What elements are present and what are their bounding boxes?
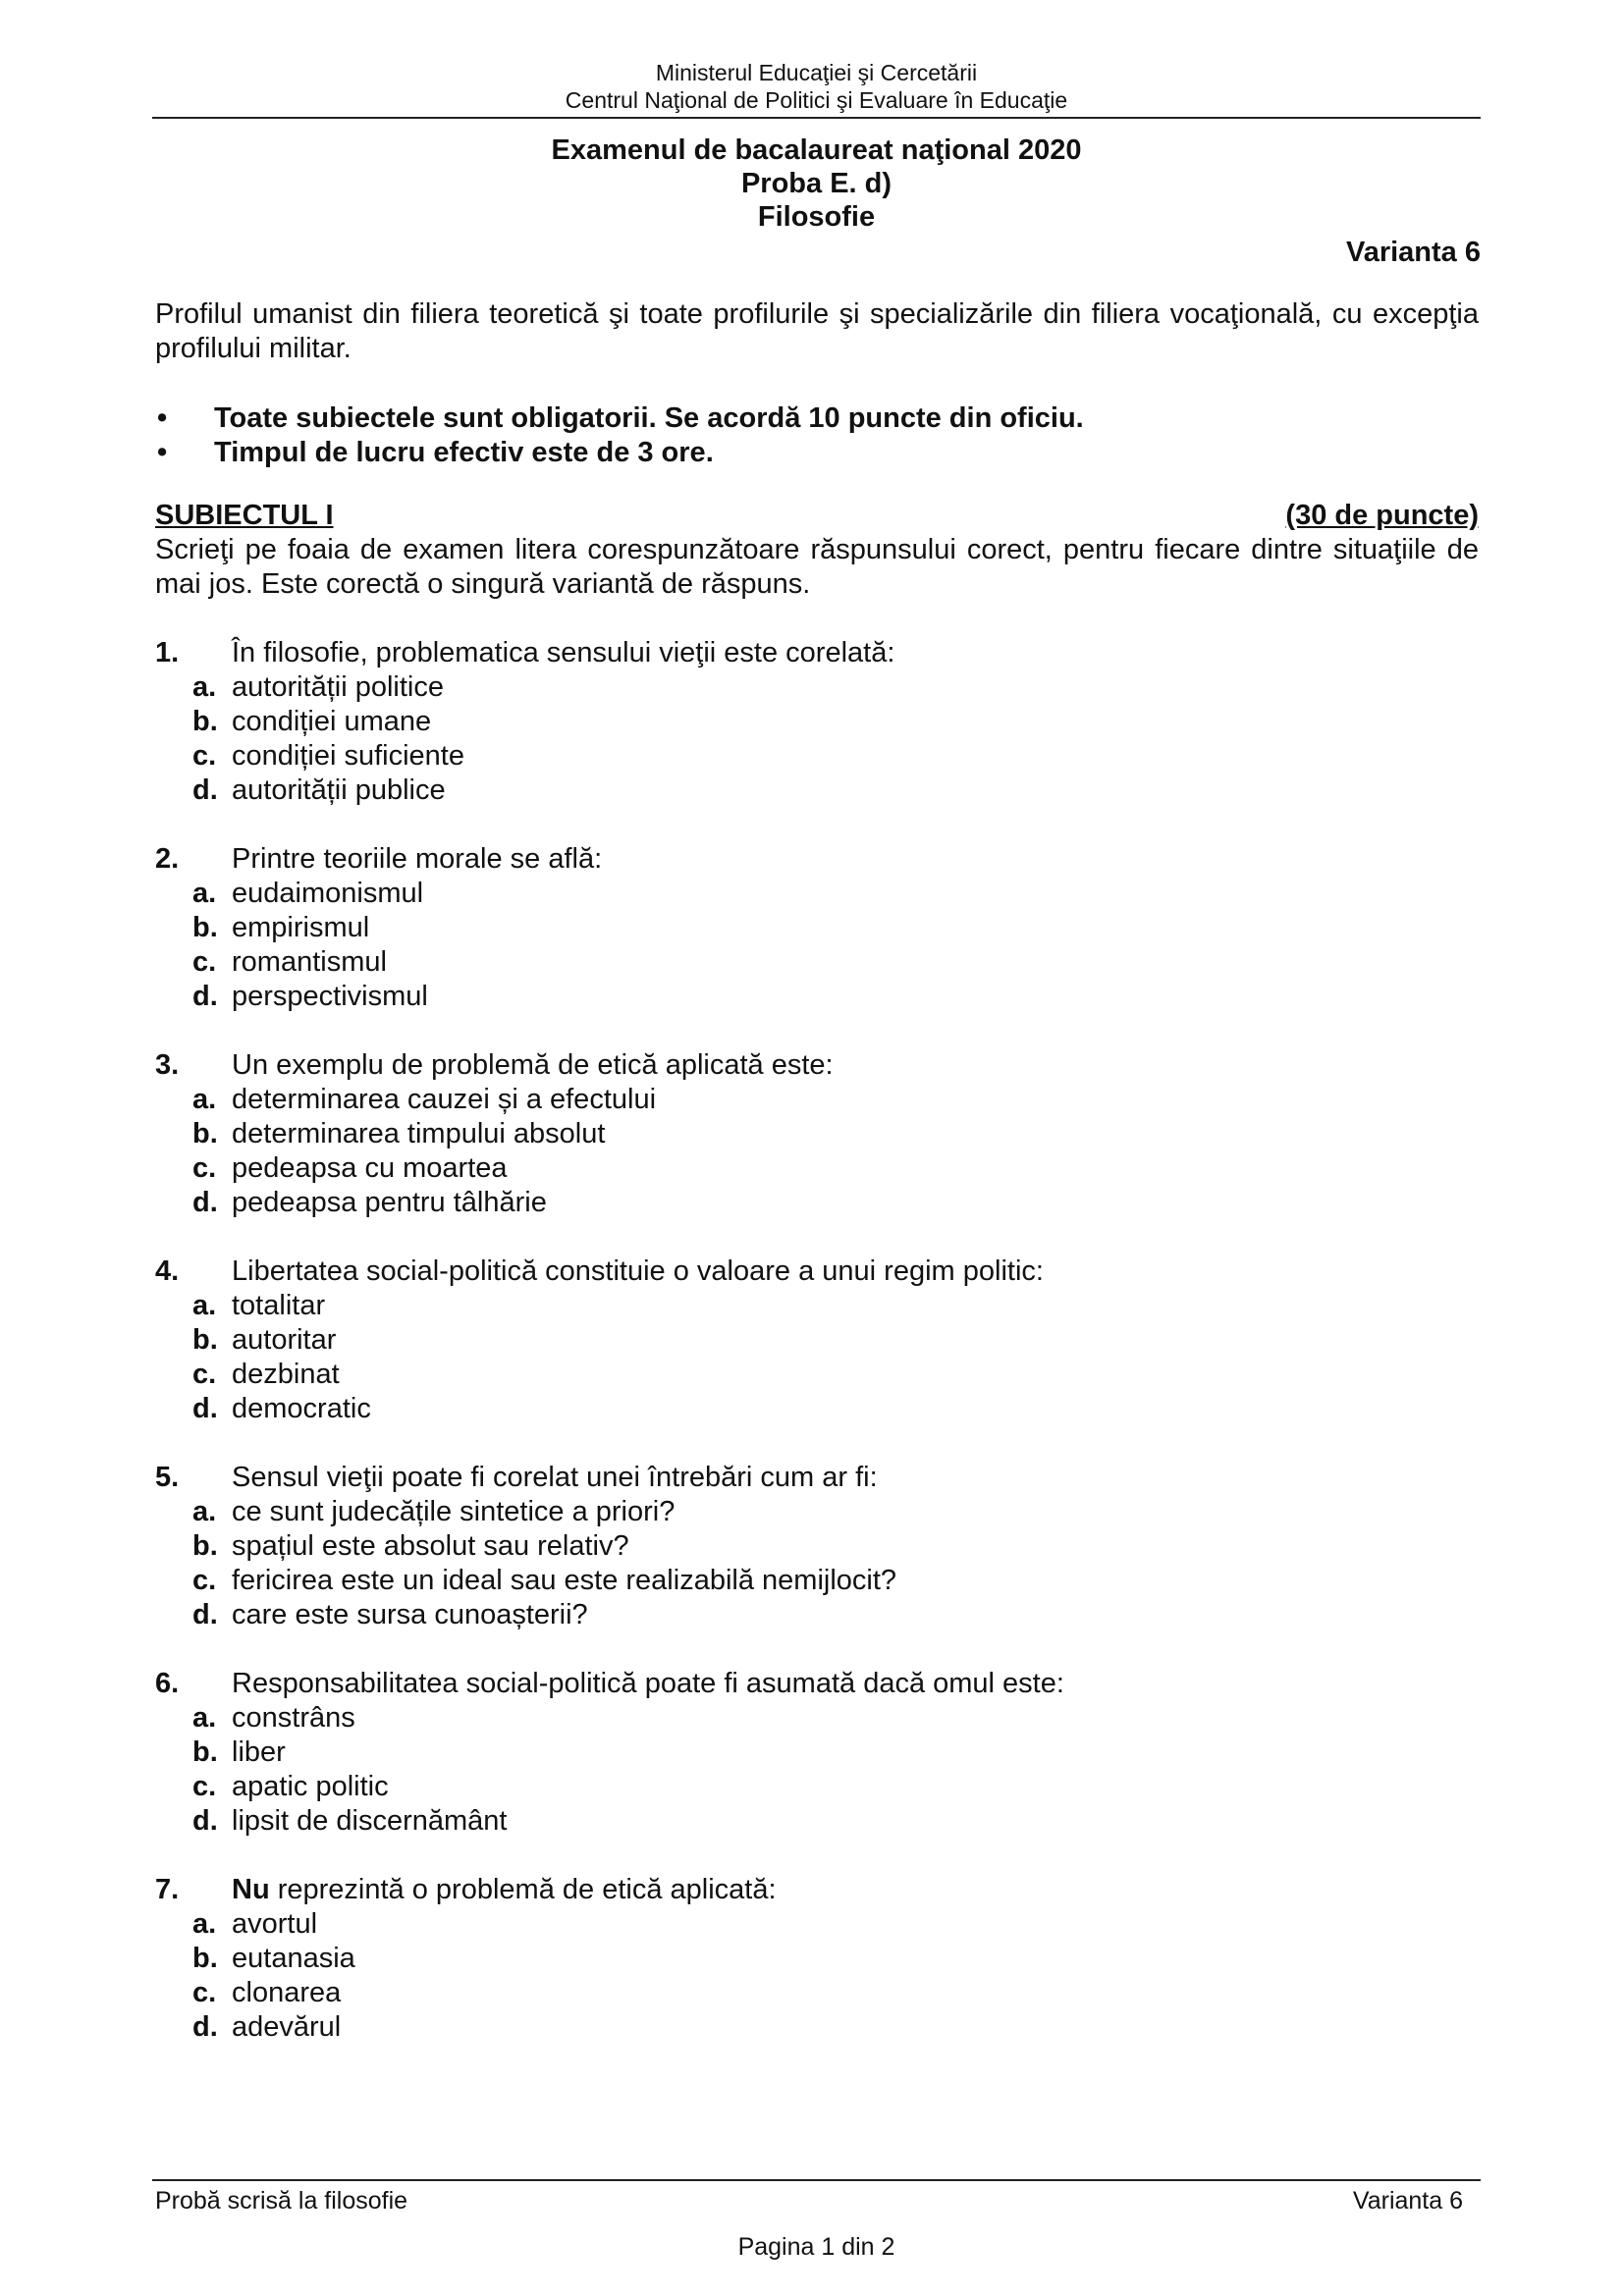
option-text: dezbinat: [232, 1359, 340, 1390]
answer-option: [155, 705, 1479, 739]
question-number: 7.: [155, 1874, 180, 1905]
option-letter-cell: [155, 1529, 232, 1564]
question-5: [155, 1461, 1479, 1632]
option-letter-cell: [155, 739, 232, 774]
option-text: care este sursa cunoașterii?: [232, 1599, 588, 1630]
option-text: ce sunt judecățile sintetice a priori?: [232, 1496, 676, 1527]
option-text: totalitar: [232, 1290, 326, 1321]
option-text: autoritar: [232, 1324, 337, 1356]
option-letter-cell: [155, 911, 232, 945]
question-number: 5.: [155, 1462, 180, 1493]
option-letter-cell: [155, 1735, 232, 1770]
bullet-icon: •: [157, 402, 168, 434]
option-letter: c.: [192, 1771, 217, 1802]
question-body: În filosofie, problematica sensului vieţii este corelată:: [232, 637, 895, 668]
option-text: spațiul este absolut sau relativ?: [232, 1530, 629, 1562]
option-text: lipsit de discernământ: [232, 1805, 508, 1837]
option-text: eudaimonismul: [232, 878, 424, 909]
question-stem: [155, 1461, 1479, 1495]
answer-option: [155, 1289, 1479, 1323]
option-letter-cell: [155, 2010, 232, 2045]
option-letter-cell: [155, 1942, 232, 1976]
question-text: [232, 1873, 777, 1907]
option-letter-cell: [155, 980, 232, 1014]
question-body: Responsabilitatea social-politică poate fi asumată dacă omul este:: [232, 1668, 1064, 1699]
option-letter-cell: [155, 1495, 232, 1529]
option-letter-cell: [155, 1186, 232, 1220]
footer-exam-name: Probă scrisă la filosofie: [155, 2187, 408, 2215]
exam-subject: Filosofie: [757, 201, 876, 233]
question-6: [155, 1667, 1479, 1839]
question-stem: [155, 1873, 1479, 1907]
question-number: 6.: [155, 1668, 180, 1699]
question-emphasis: Nu: [232, 1874, 270, 1905]
subject-points: (30 de puncte): [1285, 500, 1479, 531]
question-2: [155, 842, 1479, 1014]
rule-text: Timpul de lucru efectiv este de 3 ore.: [214, 437, 714, 468]
option-letter: c.: [192, 740, 217, 772]
question-1: [155, 636, 1479, 808]
rule-item: [157, 401, 1084, 436]
answer-option: [155, 945, 1479, 980]
intro-text: Profilul umanist din filiera teoretică şi toate profilurile şi specializările din filiera vocaţională, cu excepţia profilului militar.: [155, 298, 1479, 364]
option-letter-cell: [155, 670, 232, 705]
option-letter-cell: [155, 877, 232, 911]
option-text: adevărul: [232, 2011, 342, 2043]
answer-option: [155, 1083, 1479, 1117]
option-letter-cell: [155, 705, 232, 739]
option-letter: d.: [192, 1393, 218, 1424]
option-text: constrâns: [232, 1702, 355, 1734]
question-body: Un exemplu de problemă de etică aplicată este:: [232, 1049, 834, 1081]
rule-text: Toate subiectele sunt obligatorii. Se acordă 10 puncte din oficiu.: [214, 402, 1084, 434]
option-letter: b.: [192, 1943, 218, 1974]
rules-list: [157, 401, 1084, 470]
option-letter-cell: [155, 1392, 232, 1426]
answer-option: [155, 1186, 1479, 1220]
answer-option: [155, 1770, 1479, 1804]
question-stem: [155, 1255, 1479, 1289]
option-letter: d.: [192, 981, 218, 1012]
question-stem: [155, 1667, 1479, 1701]
question-3: [155, 1048, 1479, 1220]
option-letter: a.: [192, 671, 217, 703]
option-text: clonarea: [232, 1977, 342, 2008]
question-body: reprezintă o problemă de etică aplicată:: [269, 1874, 777, 1905]
question-text: [232, 1255, 1044, 1289]
answer-option: [155, 774, 1479, 808]
option-letter: c.: [192, 946, 217, 978]
option-text: autorității publice: [232, 774, 446, 806]
option-text: avortul: [232, 1908, 318, 1940]
question-stem: [155, 842, 1479, 877]
question-number: 2.: [155, 843, 180, 875]
answer-option: [155, 1392, 1479, 1426]
option-letter: a.: [192, 1290, 217, 1321]
option-letter-cell: [155, 1289, 232, 1323]
option-letter: a.: [192, 1908, 217, 1940]
question-text: [232, 1667, 1064, 1701]
page-number: Pagina 1 din 2: [737, 2233, 895, 2261]
option-letter: b.: [192, 912, 218, 943]
answer-option: [155, 1151, 1479, 1186]
answer-option: [155, 911, 1479, 945]
exam-title: Examenul de bacalaureat naţional 2020: [551, 134, 1082, 166]
footer-variant: Varianta 6: [1352, 2187, 1463, 2215]
answer-option: [155, 1495, 1479, 1529]
option-text: eutanasia: [232, 1943, 355, 1974]
option-letter: a.: [192, 1496, 217, 1527]
question-number: 4.: [155, 1255, 180, 1287]
answer-option: [155, 1701, 1479, 1735]
option-letter-cell: [155, 1701, 232, 1735]
option-letter: b.: [192, 1118, 218, 1149]
question-body: Sensul vieţii poate fi corelat unei întrebări cum ar fi:: [232, 1462, 878, 1493]
option-letter: d.: [192, 1187, 218, 1218]
option-text: determinarea timpului absolut: [232, 1118, 606, 1149]
option-letter: b.: [192, 1530, 218, 1562]
subject-label: SUBIECTUL I: [155, 500, 334, 531]
subject-instructions: Scrieţi pe foaia de examen litera corespunzătoare răspunsului corect, pentru fiecare dintre situaţiile de mai jos. Este corectă o singură variantă de răspuns.: [155, 534, 1479, 600]
option-letter: a.: [192, 1084, 217, 1115]
answer-option: [155, 1529, 1479, 1564]
question-text: [232, 1461, 878, 1495]
answer-option: [155, 980, 1479, 1014]
option-text: determinarea cauzei și a efectului: [232, 1084, 657, 1115]
answer-option: [155, 1323, 1479, 1358]
question-4: [155, 1255, 1479, 1426]
subject-heading: [155, 499, 1479, 533]
option-letter: a.: [192, 1702, 217, 1734]
option-letter: a.: [192, 878, 217, 909]
option-letter: c.: [192, 1152, 217, 1184]
question-list: [155, 636, 1479, 2079]
option-text: empirismul: [232, 912, 370, 943]
option-text: perspectivismul: [232, 981, 428, 1012]
answer-option: [155, 1735, 1479, 1770]
option-letter: d.: [192, 774, 218, 806]
question-text: [232, 842, 602, 877]
option-letter-cell: [155, 945, 232, 980]
question-body: Libertatea social-politică constituie o valoare a unui regim politic:: [232, 1255, 1044, 1287]
footer-divider: [152, 2179, 1481, 2181]
answer-option: [155, 670, 1479, 705]
ministry-name: Ministerul Educaţiei şi Cercetării: [655, 60, 978, 85]
option-letter: d.: [192, 1805, 218, 1837]
option-letter: d.: [192, 2011, 218, 2043]
question-stem: [155, 636, 1479, 670]
option-text: pedeapsa cu moartea: [232, 1152, 508, 1184]
exam-proba: Proba E. d): [740, 168, 893, 199]
answer-option: [155, 877, 1479, 911]
center-name: Centrul Naţional de Politici şi Evaluare în Educaţie: [565, 87, 1068, 113]
answer-option: [155, 1976, 1479, 2010]
answer-option: [155, 1358, 1479, 1392]
option-letter: c.: [192, 1565, 217, 1596]
question-number: 3.: [155, 1049, 180, 1081]
rule-item: [157, 436, 1084, 470]
option-text: pedeapsa pentru tâlhărie: [232, 1187, 547, 1218]
question-7: [155, 1873, 1479, 2045]
option-text: romantismul: [232, 946, 387, 978]
question-text: [232, 636, 894, 670]
answer-option: [155, 1117, 1479, 1151]
option-letter: d.: [192, 1599, 218, 1630]
option-letter: c.: [192, 1359, 217, 1390]
answer-option: [155, 1942, 1479, 1976]
option-letter-cell: [155, 774, 232, 808]
question-body: Printre teoriile morale se află:: [232, 843, 603, 875]
question-stem: [155, 1048, 1479, 1083]
option-text: condiției suficiente: [232, 740, 464, 772]
option-text: democratic: [232, 1393, 371, 1424]
option-letter-cell: [155, 1598, 232, 1632]
option-letter-cell: [155, 1117, 232, 1151]
bullet-icon: •: [157, 437, 168, 468]
answer-option: [155, 1598, 1479, 1632]
option-letter-cell: [155, 1976, 232, 2010]
option-letter: b.: [192, 1736, 218, 1768]
option-letter-cell: [155, 1151, 232, 1186]
option-letter-cell: [155, 1907, 232, 1942]
option-letter-cell: [155, 1323, 232, 1358]
option-text: liber: [232, 1736, 286, 1768]
question-text: [232, 1048, 834, 1083]
question-number: 1.: [155, 637, 180, 668]
answer-option: [155, 2010, 1479, 2045]
option-letter: b.: [192, 1324, 218, 1356]
answer-option: [155, 1804, 1479, 1839]
exam-variant: Varianta 6: [1345, 237, 1481, 268]
option-text: condiției umane: [232, 706, 432, 737]
option-letter: c.: [192, 1977, 217, 2008]
answer-option: [155, 739, 1479, 774]
option-letter-cell: [155, 1770, 232, 1804]
option-text: fericirea este un ideal sau este realizabilă nemijlocit?: [232, 1565, 897, 1596]
option-text: apatic politic: [232, 1771, 389, 1802]
option-letter-cell: [155, 1564, 232, 1598]
option-letter-cell: [155, 1358, 232, 1392]
answer-option: [155, 1564, 1479, 1598]
option-letter: b.: [192, 706, 218, 737]
answer-option: [155, 1907, 1479, 1942]
option-letter-cell: [155, 1083, 232, 1117]
option-text: autorității politice: [232, 671, 444, 703]
header-divider: [152, 117, 1481, 119]
option-letter-cell: [155, 1804, 232, 1839]
